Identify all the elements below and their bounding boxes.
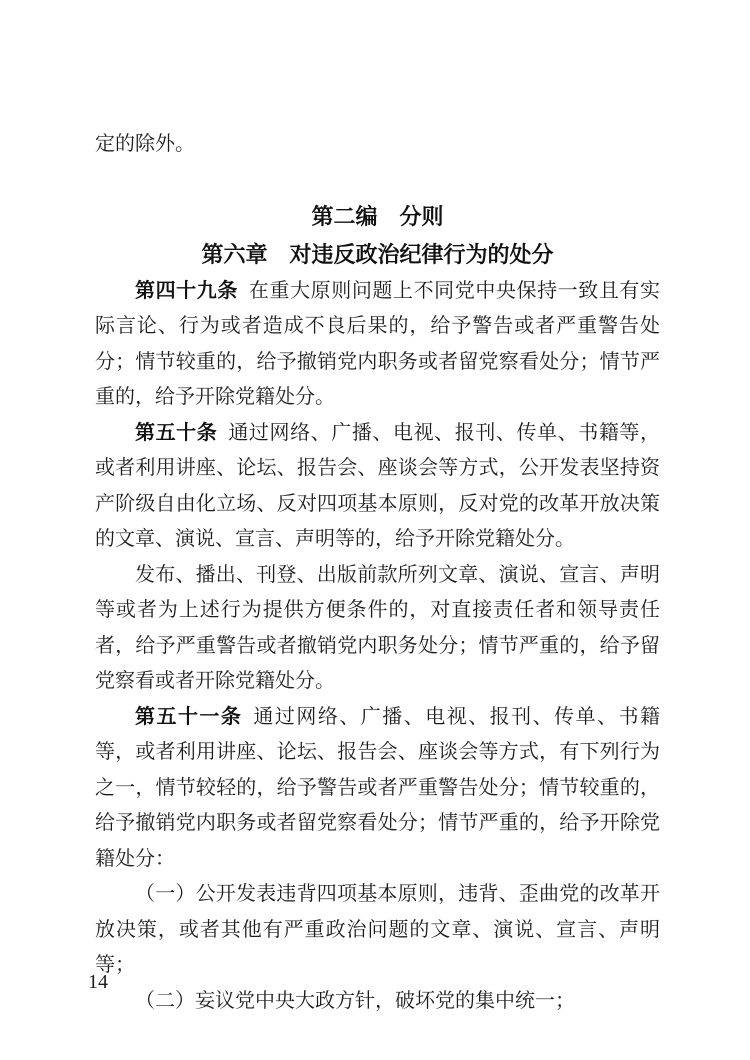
- article-51-item-1: [95, 877, 660, 984]
- article-51-item-2-text: （二）妄议党中央大政方针，破坏党的集中统一；: [135, 989, 575, 1012]
- article-51-text: 通过网络、广播、电视、报刊、传单、书籍等，或者利用讲座、论坛、报告会、座谈会等方式，有下列行为之一，情节较轻的，给予警告或者严重警告处分；情节较重的，给予撤销党内职务或者留党察看处分；情节严重的，给予开除党籍处分：: [95, 705, 661, 870]
- chapter-heading: 第六章 对违反政治纪律行为的处分: [201, 241, 554, 267]
- article-49-number: 第四十九条: [135, 279, 238, 302]
- article-49-text: 在重大原则问题上不同党中央保持一致且有实际言论、行为或者造成不良后果的，给予警告或者严重警告处分；情节较重的，给予撤销党内职务或者留党察看处分；情节严重的，给予开除党籍处分。: [95, 279, 661, 408]
- part-heading: 第二编 分则: [311, 203, 444, 229]
- page-number: 14: [88, 971, 108, 993]
- article-body: [95, 274, 660, 1020]
- article-50-text: 通过网络、广播、电视、报刊、传单、书籍等，或者利用讲座、论坛、报告会、座谈会等方式，公开发表坚持资产阶级自由化立场、反对四项基本原则，反对党的改革开放决策的文章、演说、宣言、声明等的，给予开除党籍处分。: [95, 421, 661, 550]
- article-51-item-1-text: （一）公开发表违背四项基本原则，违背、歪曲党的改革开放决策，或者其他有严重政治问题的文章、演说、宣言、声明等；: [95, 883, 660, 976]
- article-51-paragraph: [95, 700, 660, 878]
- article-50-number: 第五十条: [135, 421, 218, 444]
- article-50-second-paragraph: [95, 558, 660, 700]
- article-51-item-2: [95, 984, 660, 1020]
- article-51-number: 第五十一条: [135, 705, 243, 728]
- article-50-paragraph: [95, 416, 660, 558]
- article-50-second-text: 发布、播出、刊登、出版前款所列文章、演说、宣言、声明等或者为上述行为提供方便条件的，对直接责任者和领导责任者，给予严重警告或者撤销党内职务处分；情节严重的，给予留党察看或者开除党籍处分。: [95, 563, 660, 692]
- page-content: [95, 0, 660, 1019]
- continuation-paragraph: 定的除外。: [95, 133, 195, 155]
- article-49-paragraph: [95, 274, 660, 416]
